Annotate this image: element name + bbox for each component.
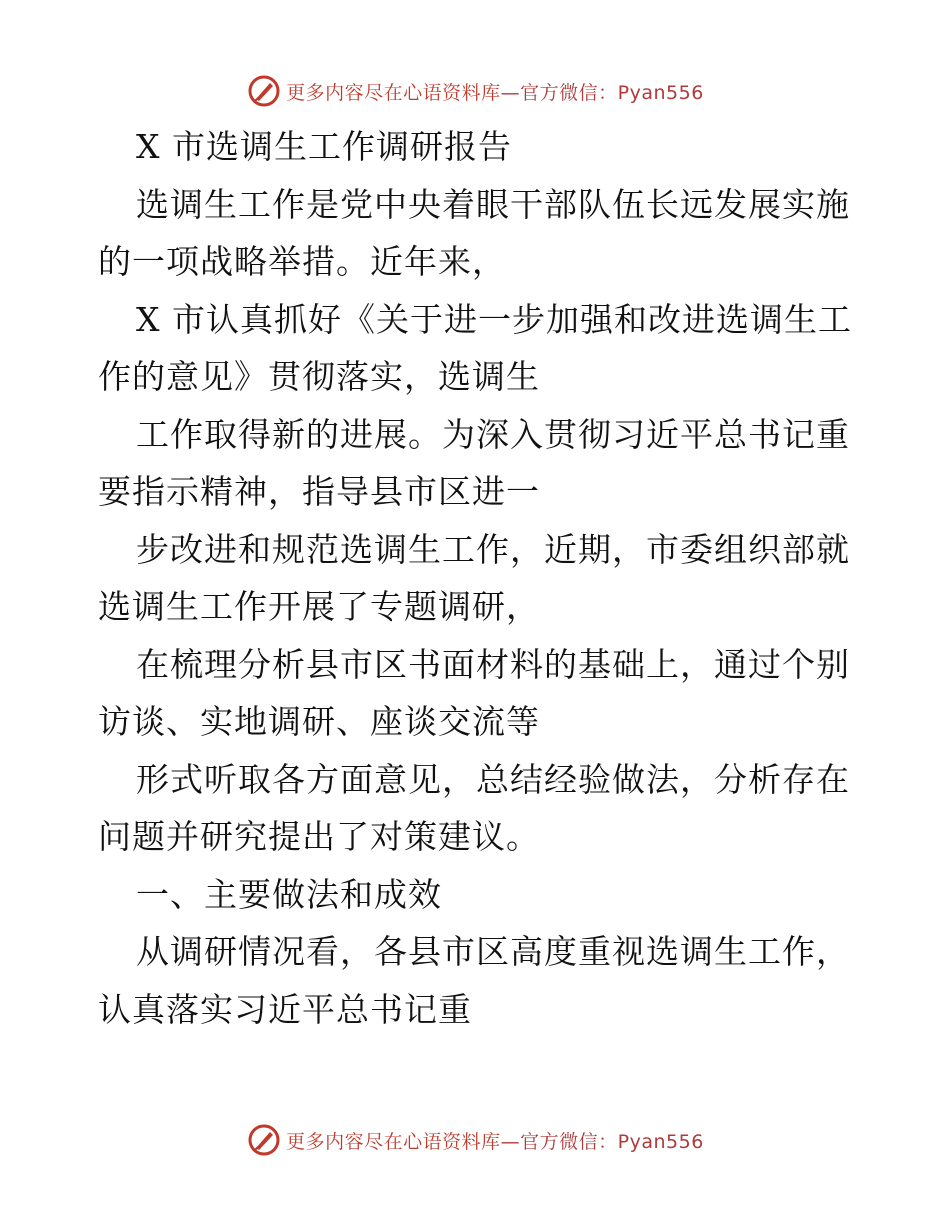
section-heading: 一、主要做法和成效	[136, 874, 442, 914]
paragraph-line: 从调研情况看，各县市区高度重视选调生工作，	[136, 932, 850, 971]
watermark-sub-text: —官方微信：Pyan556	[500, 1130, 704, 1153]
quill-logo-icon	[246, 1122, 282, 1158]
paragraph-line: 作的意见》贯彻落实，选调生	[98, 357, 540, 396]
paragraph-line: 工作取得新的进展。为深入贯彻习近平总书记重	[136, 414, 850, 454]
paragraph-line: 访谈、实地调研、座谈交流等	[98, 702, 540, 741]
paragraph-line: 问题并研究提出了对策建议。	[98, 817, 540, 856]
quill-logo-icon	[246, 73, 282, 109]
paragraph-line: 在梳理分析县市区书面材料的基础上，通过个别	[136, 644, 850, 684]
watermark-main-text: 更多内容尽在心语资料库	[286, 81, 501, 104]
paragraph-line: 认真落实习近平总书记重	[98, 989, 472, 1029]
document-body	[98, 118, 858, 1038]
paragraph-line: 要指示精神，指导县市区进一	[98, 472, 540, 511]
header-watermark	[0, 71, 950, 111]
watermark-main-text: 更多内容尽在心语资料库	[286, 1130, 501, 1153]
paragraph-line: 步改进和规范选调生工作，近期，市委组织部就	[136, 529, 850, 569]
paragraph-line: 的一项战略举措。近年来，	[98, 242, 506, 281]
watermark-sub-text: —官方微信：Pyan556	[500, 81, 704, 104]
paragraph-line: 形式听取各方面意见，总结经验做法，分析存在	[136, 759, 850, 799]
paragraph-line: 选调生工作开展了专题调研，	[98, 587, 540, 626]
document-title: X 市选调生工作调研报告	[136, 127, 512, 166]
paragraph-line: 选调生工作是党中央着眼干部队伍长远发展实施	[136, 184, 850, 224]
footer-watermark	[0, 1120, 950, 1160]
paragraph-line: X 市认真抓好《关于进一步加强和改进选调生工	[136, 299, 852, 339]
